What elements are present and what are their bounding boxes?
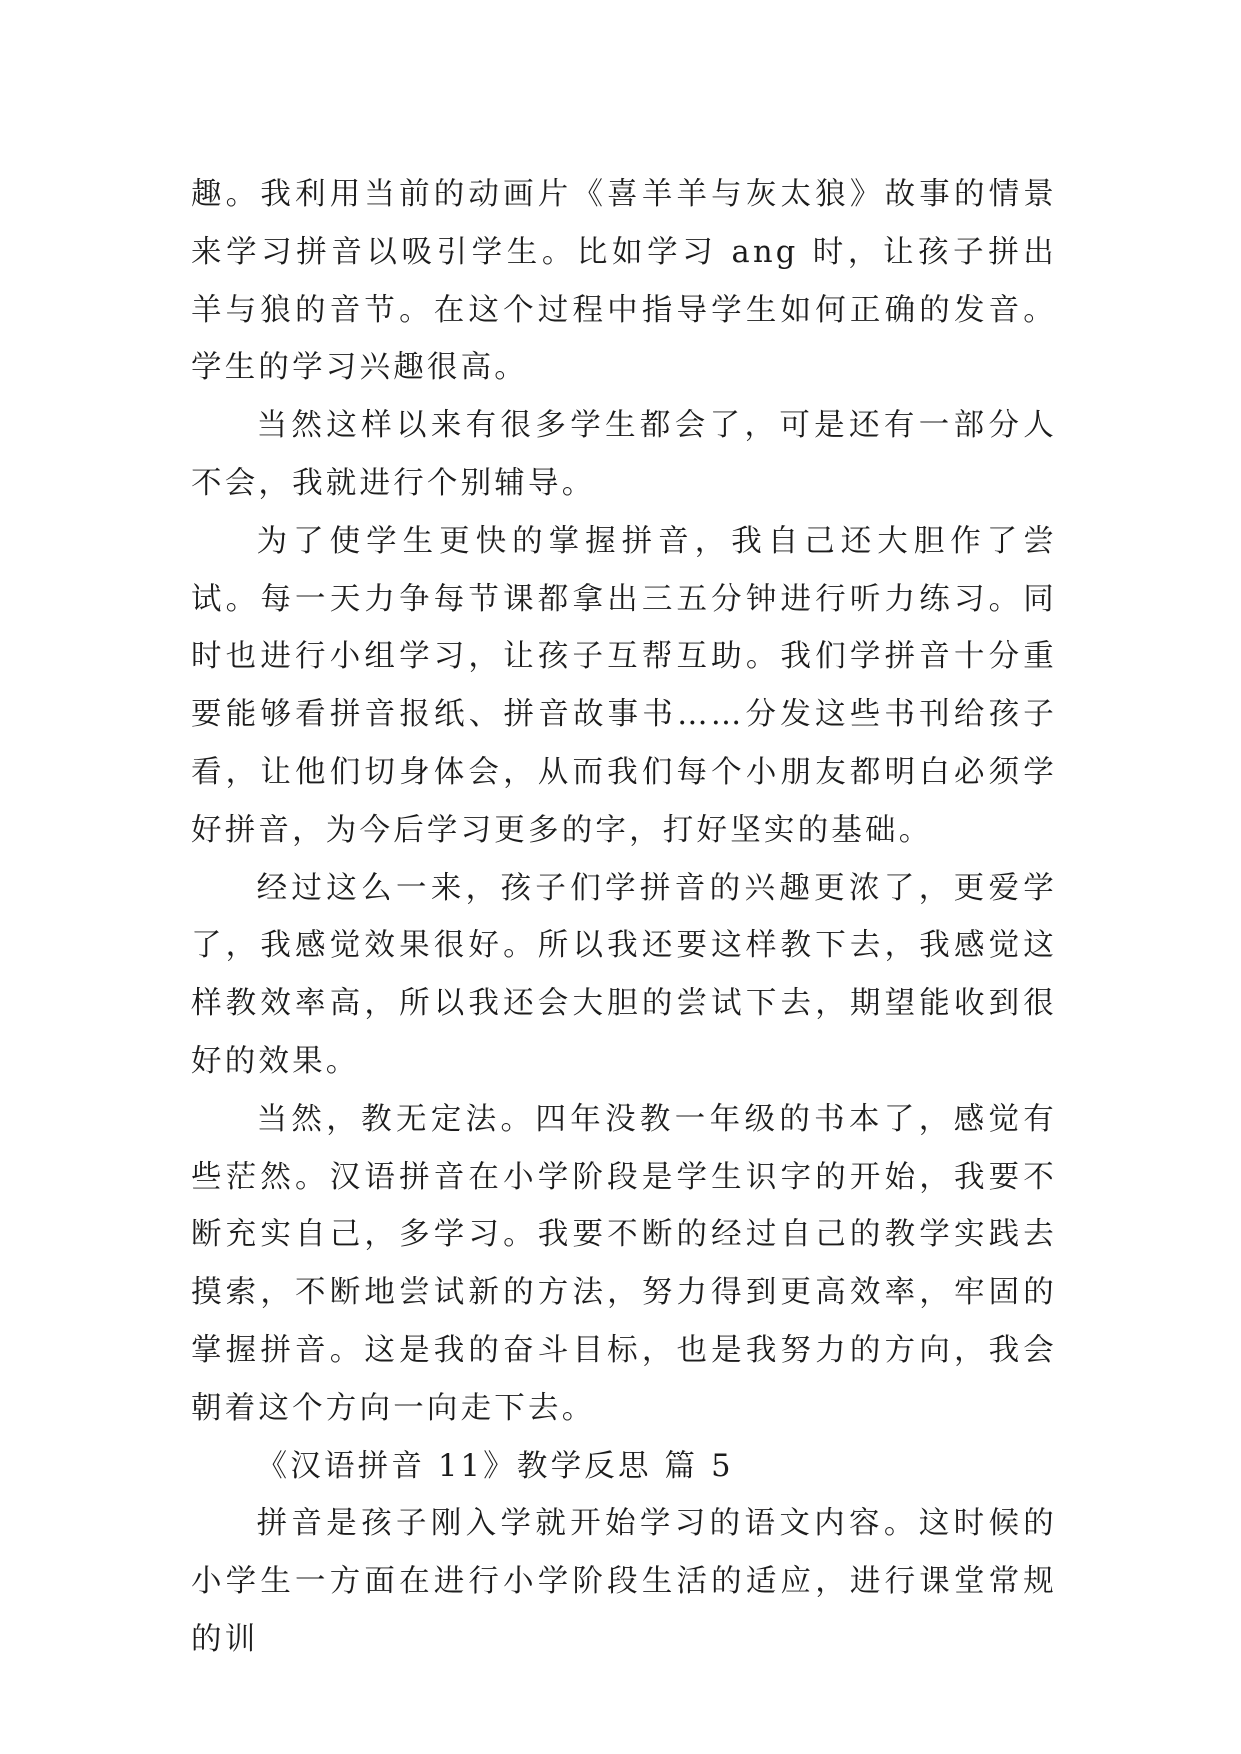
paragraph: 为了使学生更快的掌握拼音，我自己还大胆作了尝试。每一天力争每节课都拿出三五分钟进行听力练习。同时也进行小组学习，让孩子互帮互助。我们学拼音十分重要能够看拼音报纸、拼音故事书……分发这些书刊给孩子看，让他们切身体会，从而我们每个小朋友都明白必须学好拼音，为今后学习更多的字，打好坚实的基础。: [191, 523, 1057, 848]
section-title: 《汉语拼音 11》教学反思 篇 5: [256, 1448, 734, 1484]
paragraph: 经过这么一来，孩子们学拼音的兴趣更浓了，更爱学了，我感觉效果很好。所以我还要这样教下去，我感觉这样教效率高，所以我还会大胆的尝试下去，期望能收到很好的效果。: [191, 870, 1057, 1079]
document-body: [191, 166, 1057, 1669]
paragraph: 当然这样以来有很多学生都会了，可是还有一部分人不会，我就进行个别辅导。: [191, 408, 1057, 501]
paragraph: 当然，教无定法。四年没教一年级的书本了，感觉有些茫然。汉语拼音在小学阶段是学生识字的开始，我要不断充实自己，多学习。我要不断的经过自己的教学实践去摸索，不断地尝试新的方法，努力得到更高效率，牢固的掌握拼音。这是我的奋斗目标，也是我努力的方向，我会朝着这个方向一向走下去。: [191, 1101, 1057, 1426]
paragraph-continued: 趣。我利用当前的动画片《喜羊羊与灰太狼》故事的情景来学习拼音以吸引学生。比如学习 ang 时，让孩子拼出羊与狼的音节。在这个过程中指导学生如何正确的发音。学生的学习兴趣很高。: [191, 177, 1057, 386]
paragraph-truncated: 拼音是孩子刚入学就开始学习的语文内容。这时候的小学生一方面在进行小学阶段生活的适应，进行课堂常规的训: [191, 1506, 1057, 1657]
